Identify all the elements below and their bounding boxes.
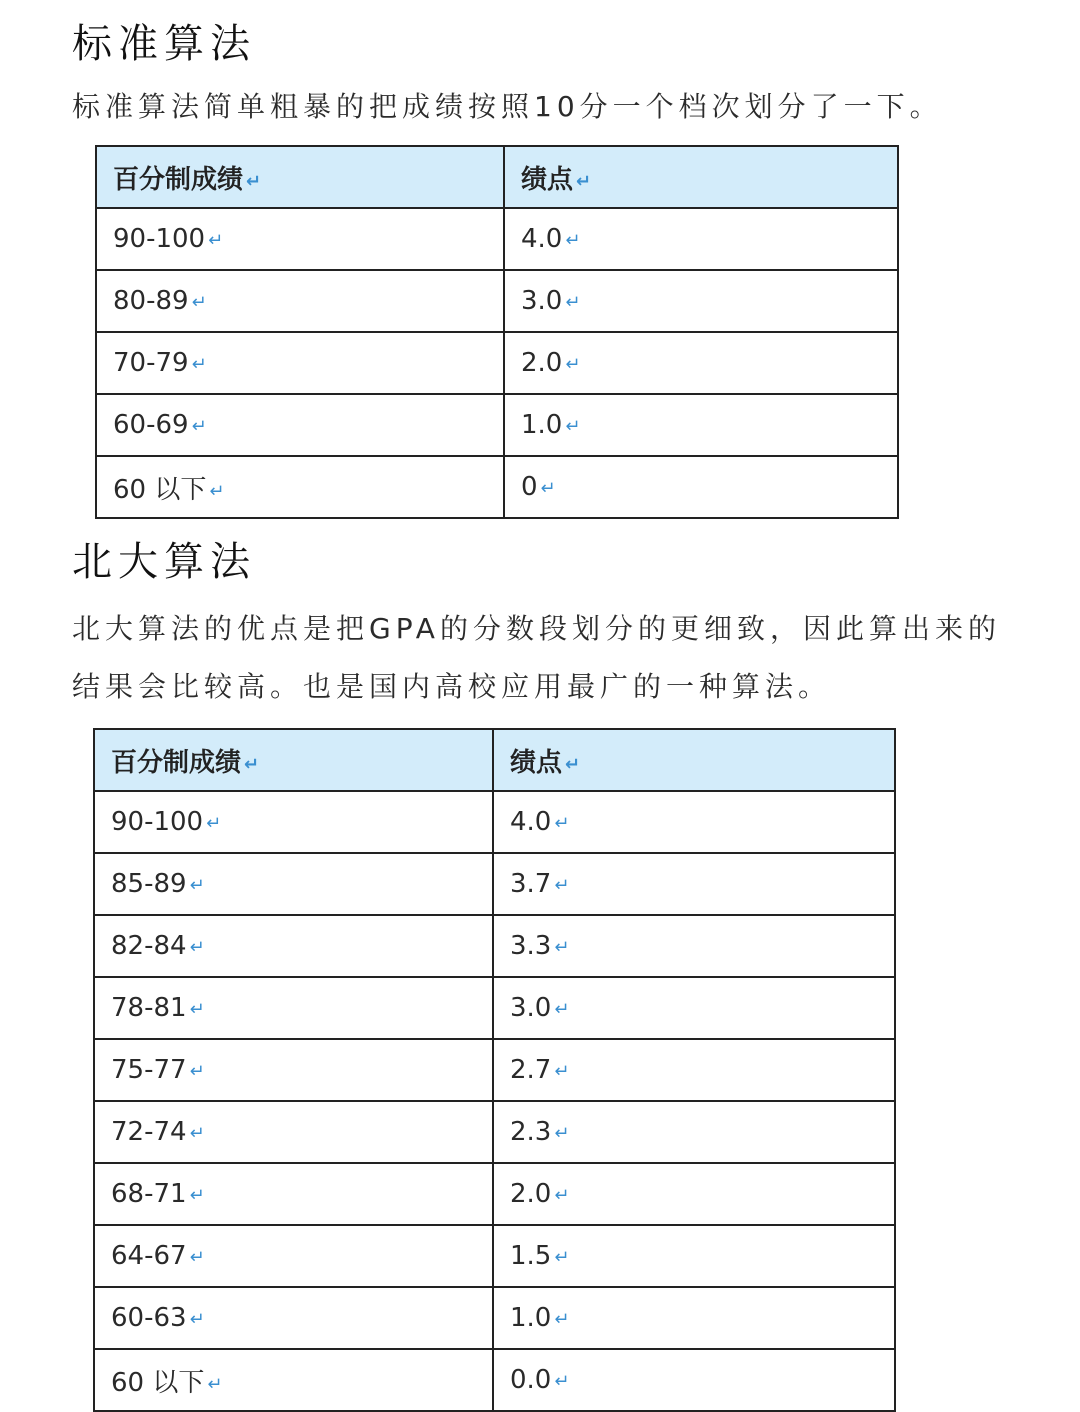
table-row: [94, 915, 895, 977]
return-arrow-icon: ↵: [207, 1373, 223, 1395]
score-cell: [94, 1349, 493, 1411]
score-value: 60 以下: [113, 474, 207, 505]
score-value: 75-77: [111, 1055, 187, 1085]
pku-description-line2: 结果会比较高。也是国内高校应用最广的一种算法。: [72, 670, 832, 703]
header-score: [96, 146, 504, 208]
score-value: 72-74: [111, 1117, 187, 1147]
gpa-cell: [493, 1163, 895, 1225]
return-arrow-icon: ↵: [554, 1371, 570, 1392]
standard-title: 标准算法: [72, 21, 256, 67]
score-value: 90-100: [111, 807, 204, 837]
score-cell: [96, 332, 504, 394]
return-arrow-icon: ↵: [191, 416, 207, 437]
score-value: 82-84: [111, 931, 187, 961]
table-row: [94, 1225, 895, 1287]
standard-grade-table: [95, 145, 899, 519]
return-arrow-icon: ↵: [189, 999, 205, 1020]
gpa-value: 2.0: [521, 348, 563, 378]
table-row: [96, 394, 898, 456]
return-arrow-icon: ↵: [189, 1309, 205, 1330]
score-value: 60 以下: [111, 1367, 205, 1398]
gpa-cell: [504, 394, 898, 456]
return-arrow-icon: ↵: [565, 753, 581, 775]
return-arrow-icon: ↵: [540, 478, 556, 499]
return-arrow-icon: ↵: [554, 875, 570, 896]
gpa-cell: [493, 791, 895, 853]
score-value: 80-89: [113, 286, 189, 316]
gpa-value: 4.0: [521, 224, 563, 254]
return-arrow-icon: ↵: [554, 1185, 570, 1206]
gpa-value: 0: [521, 472, 538, 502]
score-value: 68-71: [111, 1179, 187, 1209]
return-arrow-icon: ↵: [191, 354, 207, 375]
return-arrow-icon: ↵: [565, 292, 581, 313]
gpa-value: 1.0: [510, 1303, 552, 1333]
return-arrow-icon: ↵: [191, 292, 207, 313]
gpa-value: 4.0: [510, 807, 552, 837]
return-arrow-icon: ↵: [189, 937, 205, 958]
return-arrow-icon: ↵: [576, 170, 592, 192]
score-value: 60-69: [113, 410, 189, 440]
header-score-label: 百分制成绩: [113, 164, 244, 195]
gpa-value: 3.0: [521, 286, 563, 316]
pku-title: 北大算法: [72, 539, 256, 585]
table-row: [94, 853, 895, 915]
pku-description-line1: 北大算法的优点是把GPA的分数段划分的更细致，因此算出来的: [72, 612, 1001, 645]
return-arrow-icon: ↵: [554, 1123, 570, 1144]
return-arrow-icon: ↵: [246, 170, 262, 192]
table-row: [96, 208, 898, 270]
gpa-cell: [493, 977, 895, 1039]
gpa-value: 2.0: [510, 1179, 552, 1209]
return-arrow-icon: ↵: [189, 875, 205, 896]
gpa-cell: [504, 208, 898, 270]
score-cell: [94, 977, 493, 1039]
gpa-cell: [493, 1101, 895, 1163]
gpa-value: 2.7: [510, 1055, 552, 1085]
gpa-value: 1.5: [510, 1241, 552, 1271]
gpa-cell: [504, 456, 898, 518]
gpa-cell: [504, 270, 898, 332]
score-value: 60-63: [111, 1303, 187, 1333]
score-cell: [96, 394, 504, 456]
return-arrow-icon: ↵: [189, 1061, 205, 1082]
score-cell: [94, 1101, 493, 1163]
score-cell: [94, 1039, 493, 1101]
gpa-cell: [493, 915, 895, 977]
gpa-cell: [504, 332, 898, 394]
table-row: [96, 456, 898, 518]
score-cell: [96, 208, 504, 270]
table-row: [94, 1039, 895, 1101]
gpa-value: 2.3: [510, 1117, 552, 1147]
header-gpa-label: 绩点: [510, 747, 563, 778]
standard-description: 标准算法简单粗暴的把成绩按照10分一个档次划分了一下。: [72, 90, 943, 123]
return-arrow-icon: ↵: [554, 999, 570, 1020]
return-arrow-icon: ↵: [244, 753, 260, 775]
score-cell: [94, 1225, 493, 1287]
pku-grade-table: [93, 728, 896, 1412]
return-arrow-icon: ↵: [189, 1247, 205, 1268]
table-row: [96, 332, 898, 394]
gpa-value: 3.3: [510, 931, 552, 961]
return-arrow-icon: ↵: [189, 1185, 205, 1206]
gpa-cell: [493, 1349, 895, 1411]
table-row: [94, 791, 895, 853]
gpa-value: 3.7: [510, 869, 552, 899]
return-arrow-icon: ↵: [565, 354, 581, 375]
score-cell: [94, 915, 493, 977]
table-header-row: [94, 729, 895, 791]
table-row: [94, 1287, 895, 1349]
table-row: [94, 1101, 895, 1163]
gpa-value: 3.0: [510, 993, 552, 1023]
score-value: 90-100: [113, 224, 206, 254]
return-arrow-icon: ↵: [209, 480, 225, 502]
return-arrow-icon: ↵: [554, 813, 570, 834]
table-row: [94, 1349, 895, 1411]
score-cell: [96, 456, 504, 518]
header-gpa: [504, 146, 898, 208]
return-arrow-icon: ↵: [206, 813, 222, 834]
table-header-row: [96, 146, 898, 208]
table-row: [94, 1163, 895, 1225]
gpa-cell: [493, 1287, 895, 1349]
return-arrow-icon: ↵: [554, 1247, 570, 1268]
return-arrow-icon: ↵: [189, 1123, 205, 1144]
return-arrow-icon: ↵: [565, 230, 581, 251]
score-value: 85-89: [111, 869, 187, 899]
return-arrow-icon: ↵: [554, 1309, 570, 1330]
score-value: 78-81: [111, 993, 187, 1023]
return-arrow-icon: ↵: [554, 1061, 570, 1082]
header-gpa-label: 绩点: [521, 164, 574, 195]
header-score-label: 百分制成绩: [111, 747, 242, 778]
header-gpa: [493, 729, 895, 791]
score-cell: [94, 1287, 493, 1349]
score-value: 64-67: [111, 1241, 187, 1271]
table-row: [94, 977, 895, 1039]
score-cell: [94, 1163, 493, 1225]
gpa-cell: [493, 853, 895, 915]
score-cell: [94, 791, 493, 853]
score-cell: [94, 853, 493, 915]
score-value: 70-79: [113, 348, 189, 378]
return-arrow-icon: ↵: [565, 416, 581, 437]
score-cell: [96, 270, 504, 332]
gpa-cell: [493, 1225, 895, 1287]
gpa-value: 0.0: [510, 1365, 552, 1395]
gpa-value: 1.0: [521, 410, 563, 440]
return-arrow-icon: ↵: [208, 230, 224, 251]
table-row: [96, 270, 898, 332]
gpa-cell: [493, 1039, 895, 1101]
header-score: [94, 729, 493, 791]
return-arrow-icon: ↵: [554, 937, 570, 958]
